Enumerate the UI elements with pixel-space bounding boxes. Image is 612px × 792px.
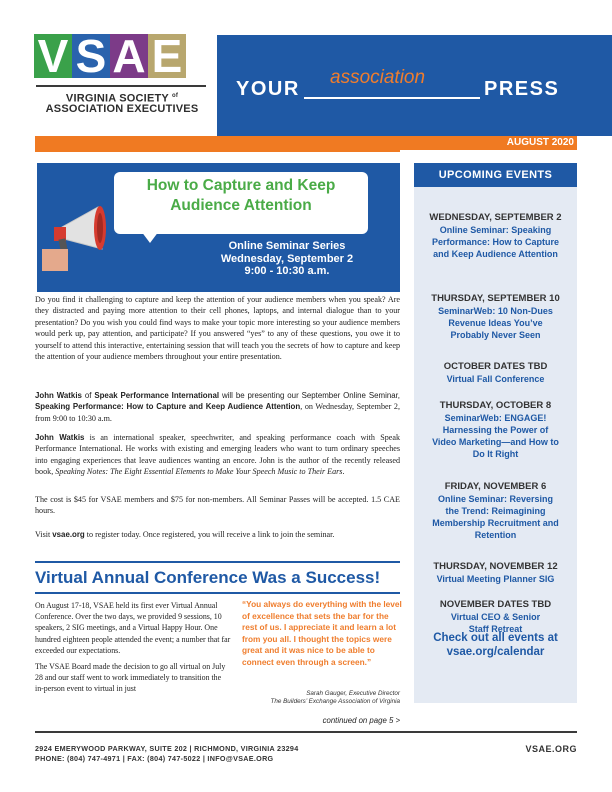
logo-letter-s: S (72, 34, 110, 78)
orange-accent-rule (35, 150, 400, 152)
speech-bubble-tail (141, 231, 159, 243)
event-date: FRIDAY, NOVEMBER 6 (444, 481, 547, 492)
date-bar (35, 136, 577, 150)
banner-title: How to Capture and Keep Audience Attention (146, 177, 336, 214)
logo-divider (36, 85, 206, 87)
quote-attribution: Sarah Gauger, Executive Director The Builders’ Exchange Association of Virginia (270, 690, 400, 705)
event-item[interactable] (414, 400, 577, 460)
conference-paragraph-1: On August 17-18, VSAE held its first ever Virtual Annual Conference. Over the two days, we provided 9 sessions, 10 speakers, 2 SIG meetings, and a Virtual Happy Hour. One hundred eighteen people attended the event; a number that far exceeded our expectations. (35, 601, 231, 655)
event-item[interactable] (414, 561, 577, 585)
conference-article-title: Virtual Annual Conference Was a Success! (35, 568, 381, 587)
article-intro-paragraph: Do you find it challenging to capture and keep the attention of your audience members when you speak? Are they distracted and paying more attention to their cell phones, laptops, and internal dialogue than to your presentation? Do you wish you could find ways to make your topic more interesting so your audience members would perk up, pay attention, and participate? If you answered “yes” to any of these questions, you owe it to yourself to attend this interactive, entertaining session that will teach you the secrets of how to capture and keep the attention of your audience members throughout your entire presentation. (35, 295, 400, 362)
logo-letter-a: A (110, 34, 148, 78)
logo-org-name-line2: ASSOCIATION EXECUTIVES (45, 103, 199, 115)
logo-org-name-line1: VIRGINIA SOCIETY $^{of}$ (65, 92, 179, 105)
logo-letter-v: V (34, 34, 72, 78)
title-blank-line (304, 97, 480, 99)
vsae-link[interactable]: vsae.org (52, 530, 85, 539)
event-title: SeminarWeb: 10 Non-Dues Revenue Ideas You’ve Probably Never Seen (438, 306, 553, 340)
event-date: NOVEMBER DATES TBD (439, 599, 552, 610)
seminar-banner[interactable] (37, 163, 400, 292)
article-cost-paragraph: The cost is $45 for VSAE members and $75 for non-members. All Seminar Passes will be accepted. 1.5 CAE hours. (35, 495, 400, 516)
article-register-paragraph: Visit vsae.org to register today. Once registered, you will receive a link to join the seminar. (35, 530, 335, 539)
event-title: Virtual Meeting Planner SIG (436, 574, 555, 584)
event-date: THURSDAY, SEPTEMBER 10 (431, 293, 560, 304)
calendar-link[interactable]: Check out all events at vsae.org/calendar (433, 632, 558, 658)
event-item[interactable] (414, 361, 577, 385)
logo-letter-e: E (148, 34, 186, 78)
event-title: Online Seminar: Speaking Performance: How to Capture and Keep Audience Attention (431, 225, 560, 259)
footer-website[interactable]: VSAE.ORG (525, 744, 577, 754)
title-handwritten-word: association (330, 67, 426, 88)
event-title: Virtual Fall Conference (446, 374, 545, 384)
conference-article-body (35, 600, 231, 695)
event-title: Online Seminar: Reversing the Trend: Reimagining Membership Recruitment and Retention (432, 494, 559, 540)
conference-paragraph-2: The VSAE Board made the decision to go all virtual on July 28 and our staff went to work immediately to transition the in-person event to virtual in just (35, 662, 226, 694)
event-item[interactable] (414, 293, 577, 341)
vsae-logo[interactable] (30, 28, 216, 136)
event-item[interactable] (414, 599, 577, 635)
event-title: SeminarWeb: ENGAGE! Harnessing the Power of Video Marketing—and How to Do It Right (432, 413, 559, 459)
newsletter-header (0, 0, 612, 136)
event-title: Virtual CEO & Senior Staff Retreat (450, 612, 541, 634)
event-date: OCTOBER DATES TBD (443, 361, 548, 372)
title-your: YOUR (236, 78, 300, 100)
pull-quote: “You always do everything with the level of excellence that sets the bar for the rest of us. I appreciate it and learn a lot from you all. I thought the topics were great and it was nice to be able to connect even through a screen.” (242, 599, 402, 667)
event-item[interactable] (414, 481, 577, 541)
logo-letters (34, 30, 186, 82)
banner-subtitle: Online Seminar Series Wednesday, September 2 9:00 - 10:30 a.m. (220, 240, 354, 277)
footer-address: 2924 EMERYWOOD PARKWAY, SUITE 202 | RICHMOND, VIRGINIA 23294 PHONE: (804) 747-4971 | FAX: (804) 747-5022 | INFO@VSAE.ORG (35, 744, 299, 763)
event-item[interactable] (414, 212, 577, 260)
event-date: THURSDAY, OCTOBER 8 (439, 400, 552, 411)
article-presenter-paragraph: John Watkis of Speak Performance International will be presenting our September Online Seminar, Speaking Performance: How to Capture and Keep Audience Attention, on Wednesday, September 2, from 9:00 to 10:30 a.m. (35, 391, 400, 423)
issue-date: AUGUST 2020 (506, 137, 574, 148)
sidebar-heading: UPCOMING EVENTS (414, 163, 577, 187)
event-date: WEDNESDAY, SEPTEMBER 2 (429, 212, 562, 223)
continued-link[interactable]: continued on page 5 > (322, 716, 400, 725)
megaphone-icon (40, 199, 118, 271)
footer-divider (35, 731, 577, 733)
section-divider-top (35, 561, 400, 563)
section-divider-bottom (35, 592, 400, 594)
event-date: THURSDAY, NOVEMBER 12 (433, 561, 558, 572)
article-bio-paragraph: John Watkis is an international speaker, speechwriter, and speaking performance coach with Speak Performance International. He works with existing and emerging leaders who want to turn ordinary speeches into engaging experiences that leave audiences wanting an encore. John is the author of the recently released book, Speaking Notes: The Eight Essential Elements to Make Your Speech Music to Their Ears. (35, 433, 400, 477)
title-press: PRESS (484, 78, 560, 100)
